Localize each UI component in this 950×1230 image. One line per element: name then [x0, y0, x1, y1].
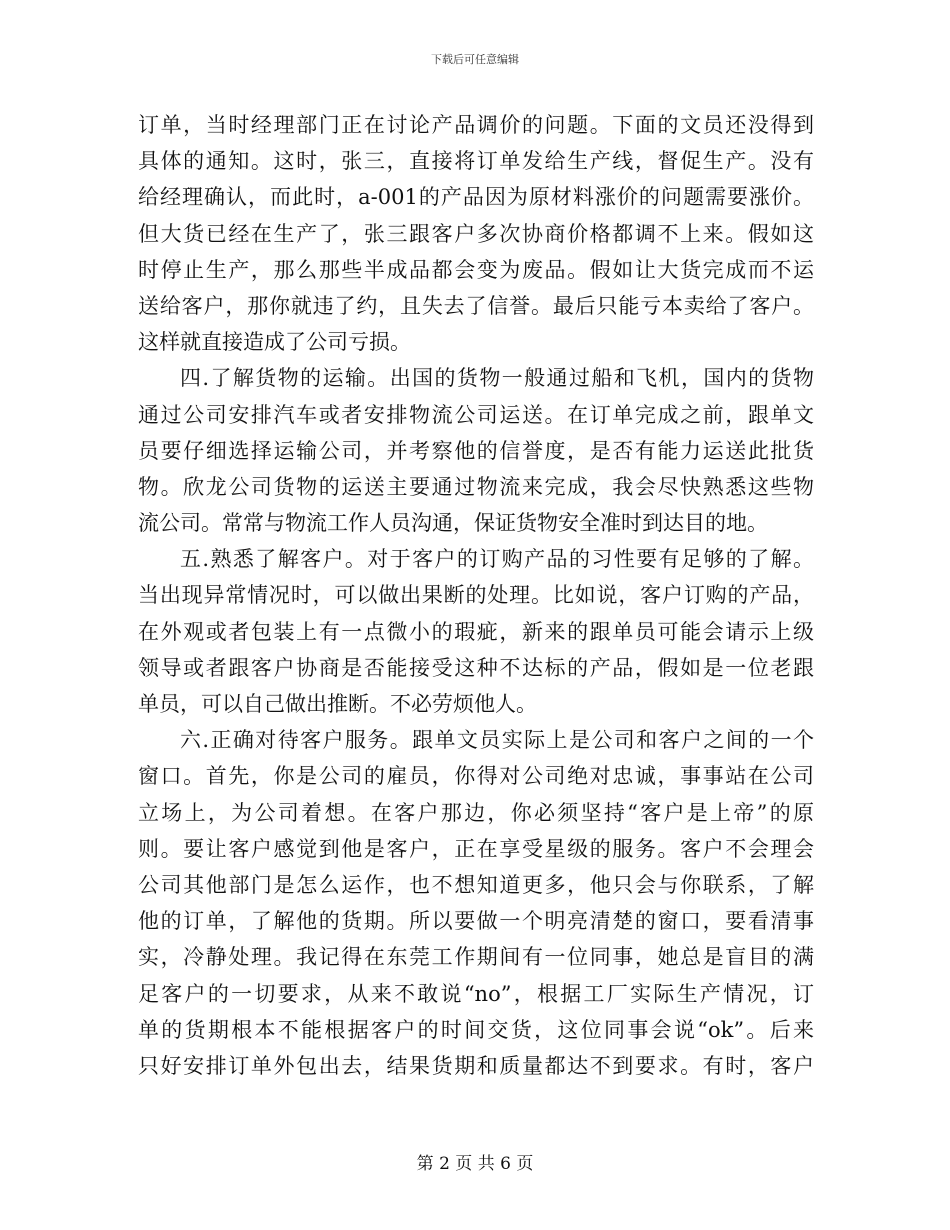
text-line: 通过公司安排汽车或者安排物流公司运送。在订单完成之前，跟单文	[138, 402, 814, 427]
text-line: 订单，当时经理部门正在讨论产品调价的问题。下面的文员还没得到	[138, 113, 814, 137]
document-body	[138, 107, 814, 1084]
text-line: 他的订单，了解他的货期。所以要做一个明亮清楚的窗口，要看清事	[138, 909, 814, 934]
text-line: 但大货已经在生产了，张三跟客户多次协商价格都调不上来。假如这	[138, 221, 814, 246]
text-line: 只好安排订单外包出去，结果货期和质量都达不到要求。有时，客户	[138, 1053, 814, 1078]
text-line: 这样就直接造成了公司亏损。	[138, 330, 411, 355]
text-line: 送给客户，那你就违了约，且失去了信誉。最后只能亏本卖给了客户。	[138, 293, 814, 318]
paragraph-start-line: 四.了解货物的运输。出国的货物一般通过船和飞机，国内的货物	[180, 366, 814, 391]
text-line: 公司其他部门是怎么运作，也不想知道更多，他只会与你联系，了解	[138, 872, 814, 897]
text-line: 在外观或者包装上有一点微小的瑕疵，新来的跟单员可能会请示上级	[138, 619, 814, 644]
text-line: 给经理确认，而此时，a-001的产品因为原材料涨价的问题需要涨价。	[138, 185, 814, 210]
text-line: 当出现异常情况时，可以做出果断的处理。比如说，客户订购的产品，	[138, 583, 814, 608]
page-header: 下载后可任意编辑	[431, 53, 519, 66]
text-line: 实，冷静处理。我记得在东莞工作期间有一位同事，她总是盲目的满	[138, 945, 814, 970]
text-line: 足客户的一切要求，从来不敢说“no”，根据工厂实际生产情况，订	[138, 981, 814, 1006]
paragraph-start-line: 六.正确对待客户服务。跟单文员实际上是公司和客户之间的一个	[180, 728, 814, 753]
paragraph-start-line: 五.熟悉了解客户。对于客户的订购产品的习性要有足够的了解。	[180, 547, 814, 572]
text-line: 窗口。首先，你是公司的雇员，你得对公司绝对忠诚，事事站在公司	[138, 764, 814, 789]
text-line: 具体的通知。这时，张三，直接将订单发给生产线，督促生产。没有	[138, 149, 814, 174]
text-line: 单的货期根本不能根据客户的时间交货，这位同事会说“ok”。后来	[138, 1017, 814, 1042]
text-line: 领导或者跟客户协商是否能接受这种不达标的产品，假如是一位老跟	[138, 655, 814, 680]
text-line: 流公司。常常与物流工作人员沟通，保证货物安全准时到达目的地。	[138, 511, 768, 536]
text-line: 立场上，为公司着想。在客户那边，你必须坚持“客户是上帝”的原	[138, 800, 814, 825]
text-line: 物。欣龙公司货物的运送主要通过物流来完成，我会尽快熟悉这些物	[138, 474, 814, 499]
page-number-footer: 第 2 页 共 6 页	[416, 1154, 534, 1174]
text-line: 员要仔细选择运输公司，并考察他的信誉度，是否有能力运送此批货	[138, 438, 814, 463]
text-line: 则。要让客户感觉到他是客户，正在享受星级的服务。客户不会理会	[138, 836, 814, 861]
text-line: 单员，可以自己做出推断。不必劳烦他人。	[138, 692, 537, 716]
text-line: 时停止生产，那么那些半成品都会变为废品。假如让大货完成而不运	[138, 257, 814, 282]
